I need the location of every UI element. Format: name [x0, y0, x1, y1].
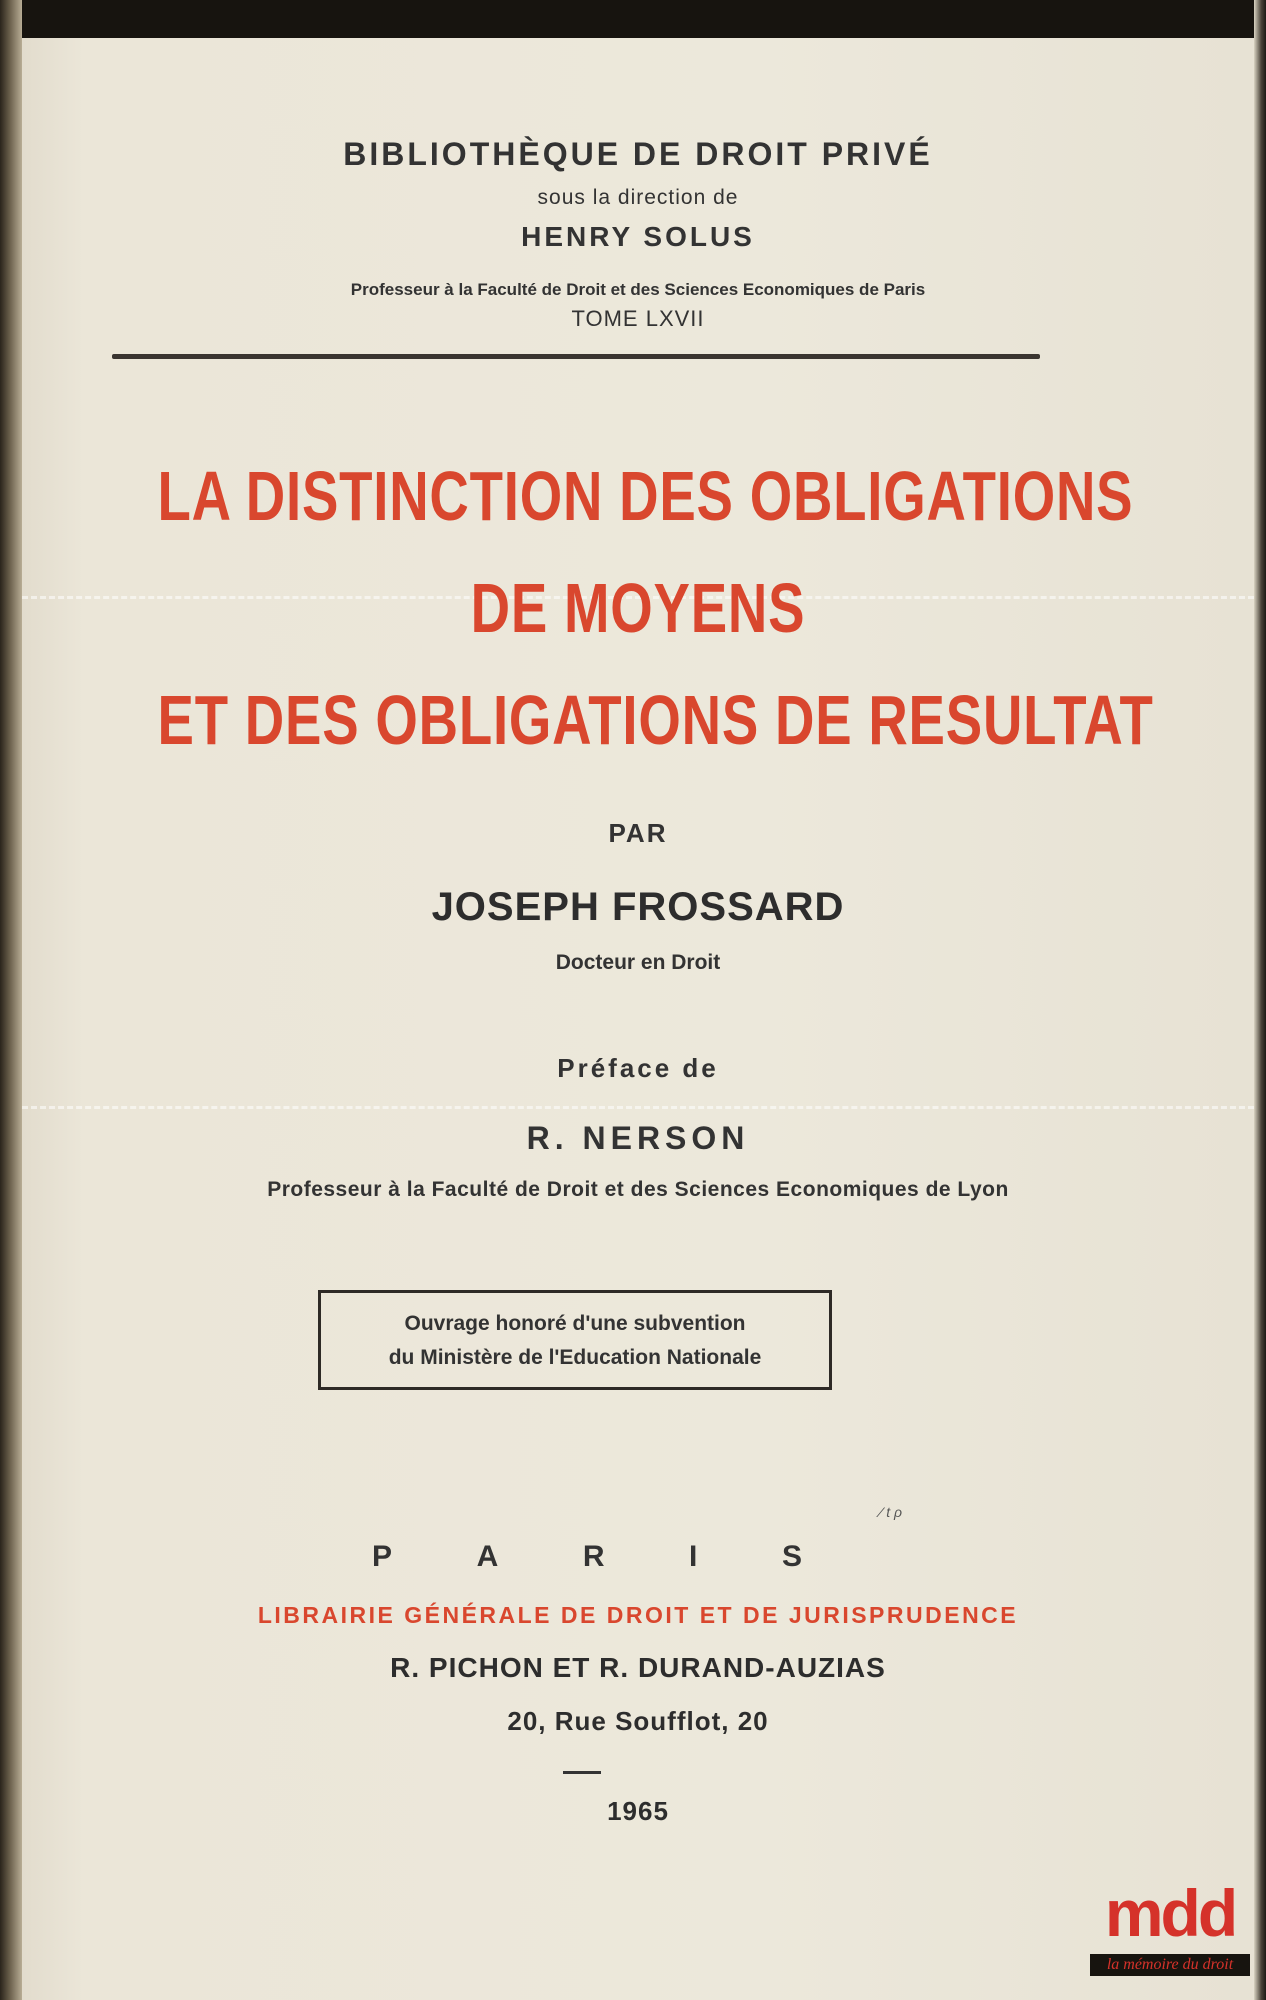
- mdd-logo-tagline: la mémoire du droit: [1090, 1954, 1250, 1976]
- title-page: [22, 38, 1254, 2000]
- preface-affiliation: Professeur à la Faculté de Droit et des Sciences Economiques de Lyon: [267, 1178, 1009, 1201]
- page-edge-shadow: [1254, 0, 1266, 2000]
- subsidy-notice-box: [318, 1290, 832, 1390]
- series-title: BIBLIOTHÈQUE DE DROIT PRIVÉ: [343, 136, 933, 172]
- header-rule: [112, 354, 1040, 359]
- author-name: JOSEPH FROSSARD: [431, 885, 845, 929]
- separator-dash: [563, 1771, 601, 1774]
- direction-label: sous la direction de: [537, 186, 739, 209]
- city-name: [372, 1540, 802, 1574]
- subsidy-notice-line-1: Ouvrage honoré d'une subvention: [404, 1312, 746, 1335]
- by-label: PAR: [608, 818, 668, 848]
- preface-label: Préface de: [557, 1053, 719, 1083]
- subsidy-notice-line-2: du Ministère de l'Education Nationale: [388, 1346, 762, 1369]
- city-letter: A: [476, 1540, 499, 1573]
- author-degree: Docteur en Droit: [555, 951, 721, 974]
- city-letter: R: [582, 1540, 605, 1573]
- mdd-logo-mark: mdd: [1104, 1876, 1236, 1950]
- publisher-name: LIBRAIRIE GÉNÉRALE DE DROIT ET DE JURISPRUDENCE: [257, 1602, 1019, 1628]
- publisher-address: 20, Rue Soufflot, 20: [507, 1706, 769, 1736]
- book-title-line-1: LA DISTINCTION DES OBLIGATIONS: [157, 457, 1134, 535]
- pencil-mark: ⁄ t ρ: [880, 1504, 903, 1520]
- director-affiliation: Professeur à la Faculté de Droit et des Sciences Economiques de Paris: [350, 280, 926, 299]
- paper-fold-line: [22, 1106, 1254, 1109]
- mdd-logo: [1090, 1878, 1250, 2000]
- book-title-line-2: DE MOYENS: [470, 569, 806, 647]
- city-letter: P: [372, 1540, 393, 1573]
- preface-author: R. NERSON: [526, 1120, 750, 1156]
- publication-year: 1965: [607, 1796, 669, 1826]
- series-director: HENRY SOLUS: [521, 221, 755, 252]
- city-letter: S: [781, 1540, 802, 1573]
- tome-number: TOME LXVII: [571, 306, 705, 331]
- printers-name: R. PICHON ET R. DURAND-AUZIAS: [390, 1652, 886, 1683]
- city-letter: I: [689, 1540, 698, 1573]
- book-binding-edge: [0, 0, 22, 2000]
- book-title-line-3: ET DES OBLIGATIONS DE RESULTAT: [157, 681, 1154, 759]
